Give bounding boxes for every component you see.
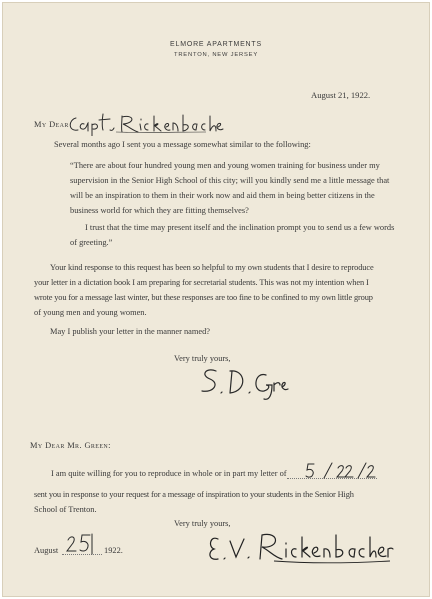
reply-line-2: sent you in response to your request for a message of inspiration to your students in the Senior High [34, 490, 354, 499]
letter-date: August 21, 1922. [311, 90, 371, 100]
reply-line-3: School of Trenton. [34, 505, 97, 514]
body-line-6: I trust that the time may present itself and the inclination prompt you to send us a few words [85, 223, 395, 232]
body-line-12: May I publish your letter in the manner named? [50, 327, 211, 336]
body-line-7: of greeting.” [70, 238, 113, 247]
reply-date-year: 1922. [104, 546, 123, 555]
body-line-8: Your kind response to this request has been so helpful to my own students that I desire to reproduce [50, 263, 374, 272]
body-line-3: supervision in the Senior High School of this city; will you kindly send me a little message that [70, 176, 390, 185]
closing-text: Very truly yours, [174, 354, 231, 363]
letterhead-name: ELMORE APARTMENTS [170, 41, 262, 48]
body-line-9: your letter in a dictation book I am preparing for secretarial students. This was not my intention when I [34, 278, 369, 287]
body-line-4: will be an inspiration to them in their work now and aid them in being better citizens in the [70, 191, 375, 200]
handwritten-reply-day [62, 532, 98, 556]
body-line-2: “There are about four hundred young men and young women training for business under my [70, 161, 380, 170]
signature-s-d-green [194, 363, 290, 403]
handwritten-letter-date [300, 460, 380, 482]
reply-salutation: My Dear Mr. Green: [30, 441, 111, 450]
reply-closing-text: Very truly yours, [174, 519, 231, 528]
signature-e-v-rickenbacker [204, 527, 394, 567]
body-line-10: wrote you for a message last winter, but these responses are too fine to be confined to my own little group [34, 293, 373, 302]
reply-date-prefix: August [34, 546, 59, 555]
body-line-5: business world for which they are fitting themselves? [70, 206, 249, 215]
letterhead-location: TRENTON, NEW JERSEY [173, 52, 259, 58]
salutation-prefix: My Dear [34, 120, 69, 129]
body-line-11: of young men and young women. [34, 308, 147, 317]
body-line-1: Several months ago I sent you a message somewhat similar to the following: [54, 140, 311, 149]
reply-line-1: I am quite willing for you to reproduce in whole or in part my letter of [51, 469, 287, 478]
handwritten-recipient-name [66, 106, 226, 136]
